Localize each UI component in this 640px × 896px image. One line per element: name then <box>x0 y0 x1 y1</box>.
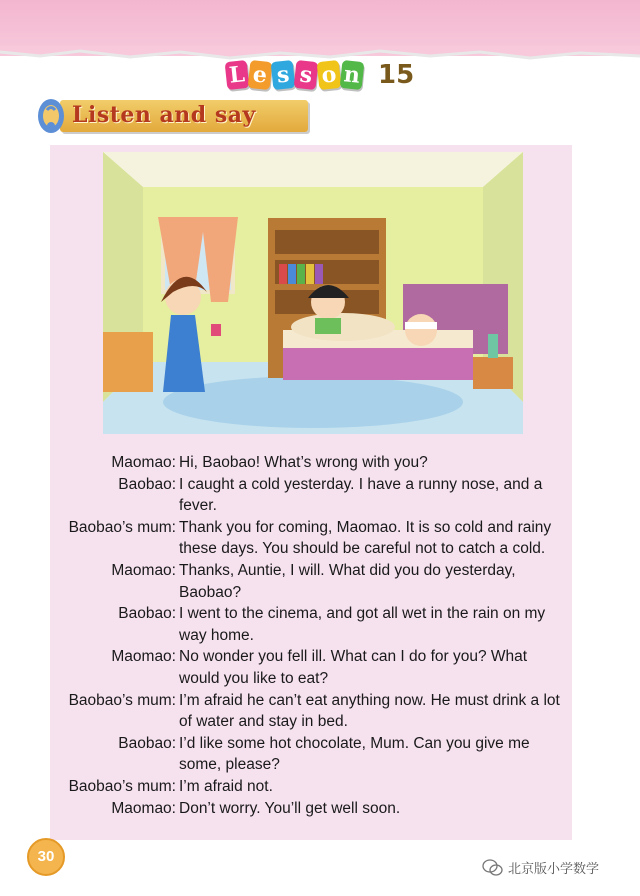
lesson-word <box>226 61 364 89</box>
speaker-name: Baobao: <box>118 605 176 623</box>
speaker-name: Maomao: <box>111 799 176 817</box>
lesson-letter: s <box>271 60 296 90</box>
speaker-name: Baobao: <box>118 734 176 752</box>
speech-text: Thank you for coming, Maomao. It is so cold and rainy these days. You should be careful not to catch a cold. <box>179 518 552 558</box>
section-header <box>34 96 280 136</box>
speech-text: No wonder you fell ill. What can I do for you? What would you like to eat? <box>179 648 528 687</box>
dialogue-line <box>54 733 574 776</box>
bedroom-illustration <box>103 152 523 434</box>
speaker-name: Baobao’s mum: <box>68 518 176 536</box>
speaker-name: Baobao’s mum: <box>68 691 176 709</box>
dialogue-line <box>54 560 574 603</box>
dialogue-line <box>54 776 574 798</box>
page-number: 30 <box>27 838 65 876</box>
wechat-icon <box>482 859 504 877</box>
lesson-title <box>226 58 414 92</box>
lesson-letter: o <box>317 60 342 90</box>
speech-text: Thanks, Auntie, I will. What did you do yesterday, Baobao? <box>179 561 516 601</box>
lesson-letter: e <box>248 60 273 90</box>
dialogue-line <box>54 603 574 646</box>
speaker-name: Baobao’s mum: <box>68 777 176 795</box>
speech-text: I’d like some hot chocolate, Mum. Can you give me some, please? <box>179 734 530 774</box>
dialogue-line <box>54 798 574 820</box>
dialogue-line <box>54 452 574 474</box>
speech-text: Hi, Baobao! What’s wrong with you? <box>179 454 428 471</box>
speech-text: I went to the cinema, and got all wet in the rain on my way home. <box>179 605 546 644</box>
dialogue-line <box>54 690 574 733</box>
speaker-name: Maomao: <box>111 648 176 666</box>
listen-ear-icon <box>34 96 68 136</box>
speech-text: I caught a cold yesterday. I have a runny nose, and a fever. <box>179 475 543 515</box>
lesson-letter: n <box>340 60 365 90</box>
lesson-letter: L <box>225 60 250 90</box>
dialogue <box>54 452 574 819</box>
speaker-name: Maomao: <box>111 454 176 471</box>
section-title: Listen and say <box>72 102 256 128</box>
speech-text: I’m afraid not. <box>179 777 273 795</box>
speaker-name: Baobao: <box>118 475 176 493</box>
speaker-name: Maomao: <box>111 561 176 579</box>
dialogue-line <box>54 517 574 560</box>
dialogue-line <box>54 646 574 689</box>
dialogue-line <box>54 474 574 517</box>
speech-text: I’m afraid he can’t eat anything now. He must drink a lot of water and stay in bed. <box>179 691 560 731</box>
watermark-text: 北京版小学数学 <box>508 861 600 876</box>
lesson-letter: s <box>294 60 319 90</box>
speech-text: Don’t worry. You’ll get well soon. <box>179 799 401 817</box>
lesson-number: 15 <box>378 60 415 90</box>
watermark <box>482 858 599 877</box>
